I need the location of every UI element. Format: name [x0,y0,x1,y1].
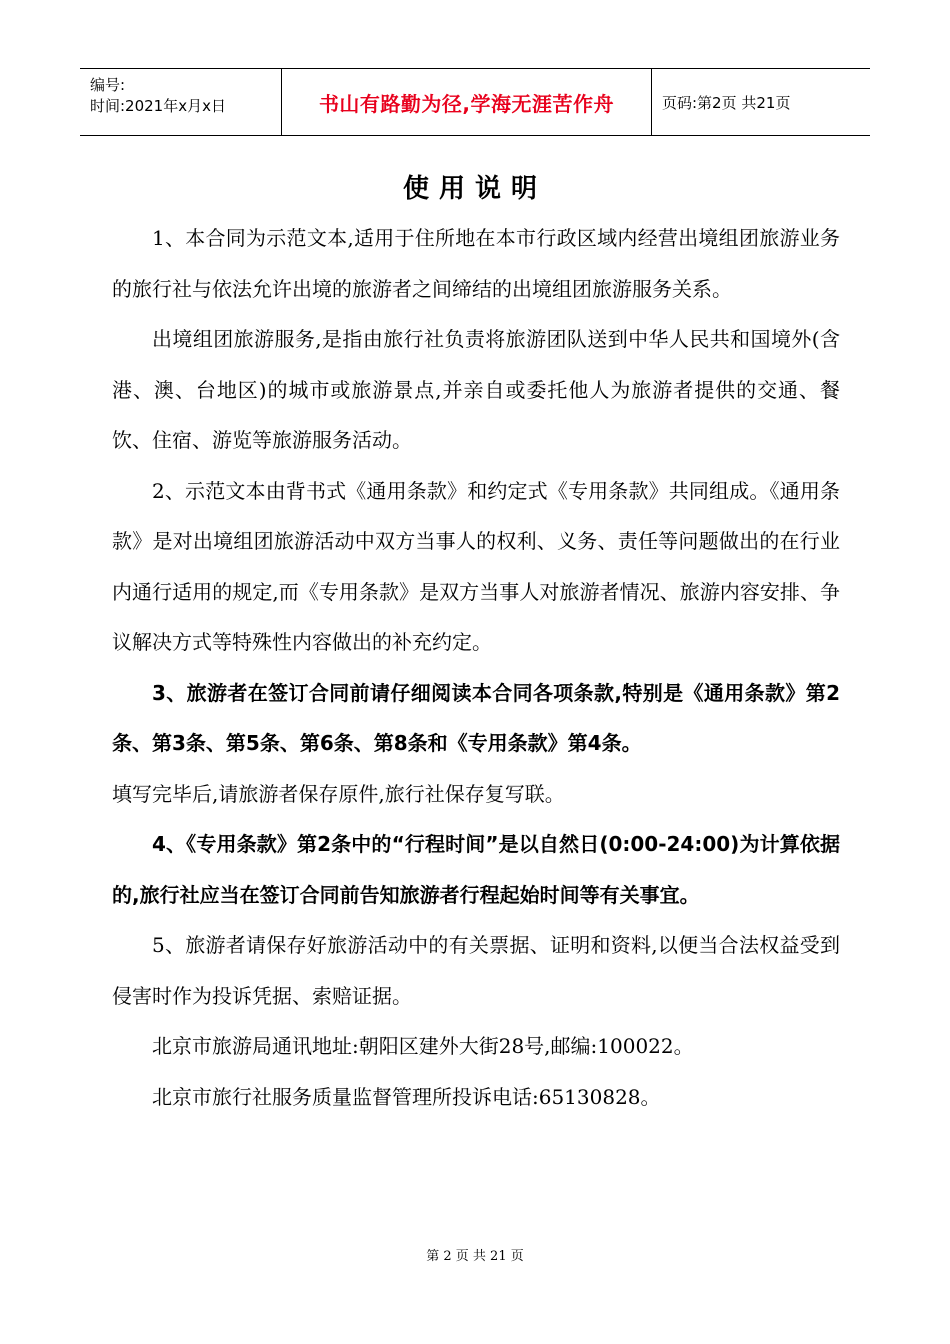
paragraph-3: 2、示范文本由背书式《通用条款》和约定式《专用条款》共同组成。《通用条款》是对出境组团旅游活动中双方当事人的权利、义务、责任等问题做出的在行业内通行适用的规定,而《专用条款》是双方当事人对旅游者情况、旅游内容安排、争议解决方式等特殊性内容做出的补充约定。 [112,478,840,654]
motto: 书山有路勤为径,学海无涯苦作舟 [318,91,615,116]
header-motto-cell [282,69,652,135]
header-page-info: 页码:第2页 共21页 [662,93,791,112]
paragraph-6: 5、旅游者请保存好旅游活动中的有关票据、证明和资料,以便当合法权益受到侵害时作为投诉凭据、索赔证据。 [112,933,840,1008]
paragraph-4-note: 填写完毕后,请旅游者保存原件,旅行社保存复写联。 [112,781,565,806]
number-label: 编号: [90,76,126,94]
paragraph-2: 出境组团旅游服务,是指由旅行社负责将旅游团队送到中华人民共和国境外(含港、澳、台地区)的城市或旅游景点,并亲自或委托他人为旅游者提供的交通、餐饮、住宿、游览等旅游服务活动。 [112,327,840,452]
page-header [80,68,870,136]
paragraph-5-bold: 4、《专用条款》第2条中的“行程时间”是以自然日(0:00-24:00)为计算依据的,旅行社应当在签订合同前告知旅游者行程起始时间等有关事宜。 [112,832,840,907]
date-label: 时间:2021年x月x日 [90,97,226,115]
paragraph-1: 1、本合同为示范文本,适用于住所地在本市行政区域内经营出境组团旅游业务的旅行社与依法允许出境的旅游者之间缔结的出境组团旅游服务关系。 [112,226,840,301]
page-footer: 第 2 页 共 21 页 [426,1249,524,1264]
header-meta [80,69,282,135]
complaint-phone-line: 北京市旅行社服务质量监督管理所投诉电话:65130828。 [152,1084,661,1109]
address-line: 北京市旅游局通讯地址:朝阳区建外大街28号,邮编:100022。 [152,1034,694,1058]
document-body [112,213,840,1122]
paragraph-4-bold: 3、旅游者在签订合同前请仔细阅读本合同各项条款,特别是《通用条款》第2条、第3条、第5条、第6条、第8条和《专用条款》第4条。 [112,680,840,755]
document-title: 使用说明 [402,174,547,204]
